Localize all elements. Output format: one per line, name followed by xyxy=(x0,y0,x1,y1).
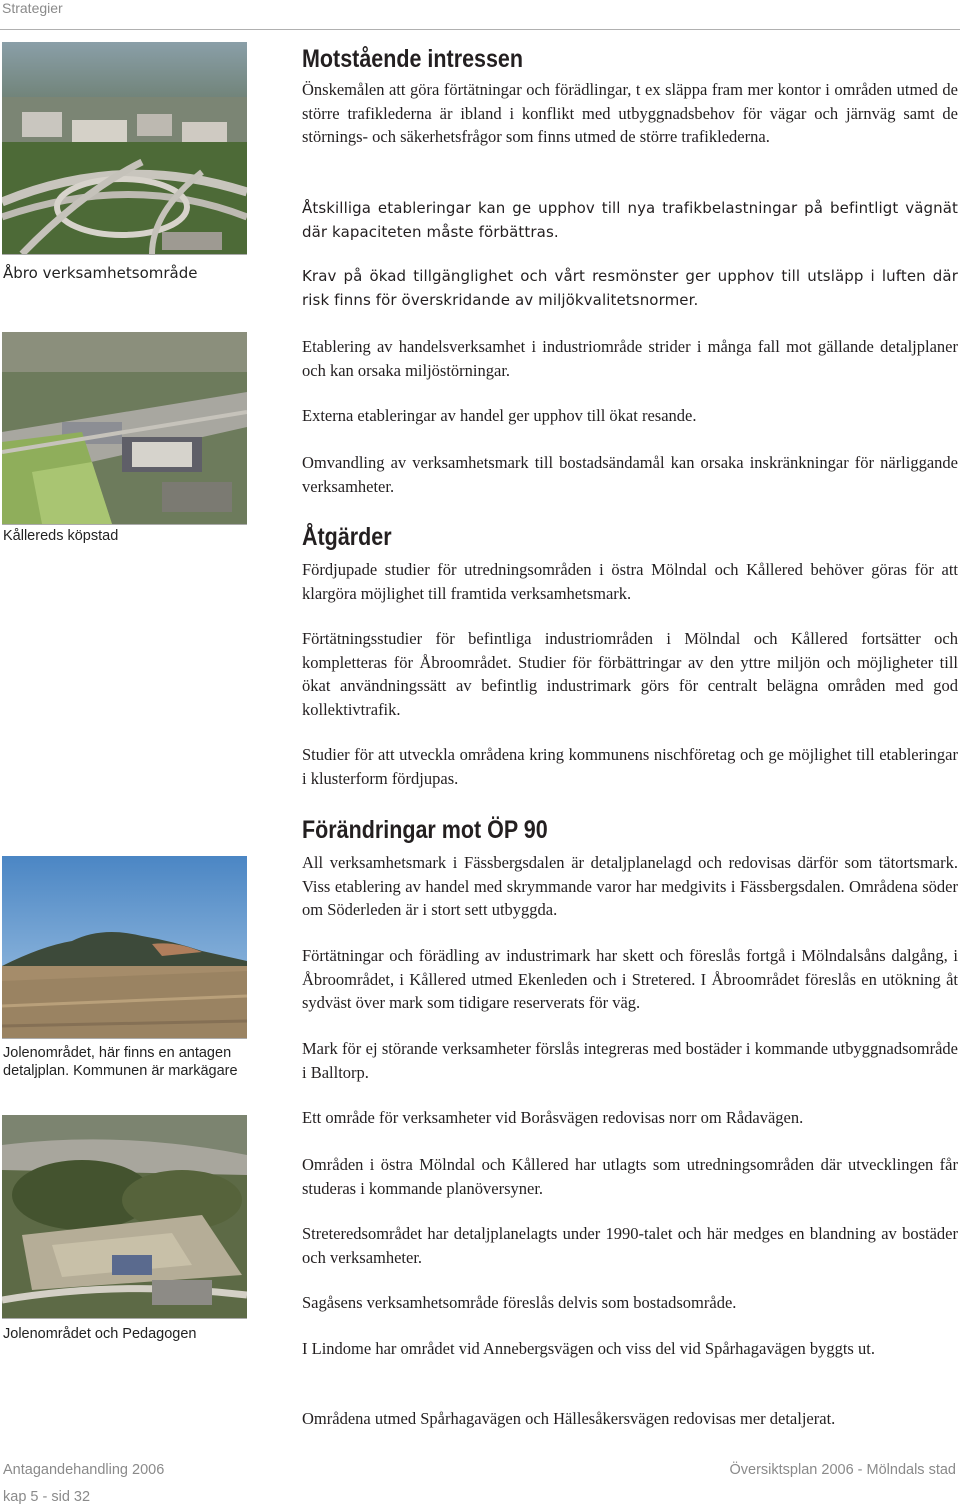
paragraph: Områdena utmed Spårhagavägen och Hällesåkersvägen redovisas mer detaljerat. xyxy=(302,1409,836,1428)
photo-jolen-field xyxy=(2,856,247,1039)
caption-abro: Åbro verksamhetsområde xyxy=(3,264,198,282)
paragraph: Studier för att utveckla områdena kring kommunens nischföretag och ge möjlighet till etableringar i klusterform fördjupas. xyxy=(302,745,958,788)
paragraph: Streteredsområdet har detaljplanelagts under 1990-talet och här medges en blandning av bostäder och verksamheter. xyxy=(302,1224,958,1267)
paragraph: Önskemålen att göra förtätningar och förädlingar, t ex släppa fram mer kontor i områden utmed de större trafiklederna är ibland i konflikt med utbyggnadsbehov för vägar och järnväg samt de störnings- och säkerhetsfrågor som finns utmed de större trafiklederna. xyxy=(302,80,958,146)
caption-jolen: Jolenområdet, här finns en antagen detaljplan. Kommunen är markägare xyxy=(3,1045,238,1079)
paragraph: Områden i östra Mölndal och Kållered har utlagts som utredningsområden där utvecklingen får studeras i kommande planöversyner. xyxy=(302,1155,958,1198)
paragraph: Krav på ökad tillgänglighet och vårt resmönster ger upphov till utsläpp i luften där risk finns för överskridande av miljökvalitetsnormer. xyxy=(302,267,958,309)
paragraph: Sagåsens verksamhetsområde föreslås delvis som bostadsområde. xyxy=(302,1293,737,1312)
paragraph: All verksamhetsmark i Fässbergsdalen är detaljplanelagd och redovisas därför som tätortsmark. Viss etablering av handel med skrymmande varor har medgivits i Fässbergsdalen. Områdena söder om Söderleden är i stort sett utbyggda. xyxy=(302,853,958,919)
aerial-photo-kallered xyxy=(2,332,247,525)
footer-document-status: Antagandehandling 2006 xyxy=(3,1462,165,1478)
paragraph: Fördjupade studier för utredningsområden i östra Mölndal och Kållered behöver göras för att klargöra möjlighet till framtida verksamhetsmark. xyxy=(302,560,958,603)
paragraph: Ett område för verksamheter vid Boråsvägen redovisas norr om Rådavägen. xyxy=(302,1108,804,1127)
paragraph: I Lindome har området vid Annebergsvägen och viss del vid Spårhagavägen byggts ut. xyxy=(302,1339,875,1358)
paragraph: Omvandling av verksamhetsmark till bostadsändamål kan orsaka inskränkningar för närliggande verksamheter. xyxy=(302,453,958,496)
paragraph: Förtätningsstudier för befintliga industriområden i Mölndal och Kållered fortsätter och kompletteras för Åbroområdet. Studier för förbättringar av den yttre miljön och möjligheter till ökat användningssätt av befintlig industrimark görs för centralt belägna områden med god kollektivtrafik. xyxy=(302,629,958,719)
section-title-atgarder: Åtgärder xyxy=(302,523,392,551)
paragraph: Förtätningar och förädling av industrimark har skett och föreslås fortgå i Mölndalsåns dalgång, i Åbroområdet, i Kållered utmed Ekenleden och i Stretered. I Åbroområdet föreslås en utökning åt sydväst över mark som tidigare reserverats för väg. xyxy=(302,946,958,1012)
section-title-forandringar: Förändringar mot ÖP 90 xyxy=(302,816,548,844)
paragraph: Mark för ej störande verksamheter förslås integreras med bostäder i kommande utbyggnadsområde i Balltorp. xyxy=(302,1039,958,1082)
caption-kallered: Kållereds köpstad xyxy=(3,528,119,544)
paragraph: Externa etableringar av handel ger upphov till ökat resande. xyxy=(302,406,697,425)
paragraph: Åtskilliga etableringar kan ge upphov till nya trafikbelastningar på befintligt vägnät där kapaciteten måste förbättras. xyxy=(302,199,958,241)
section-title-motstaende: Motstående intressen xyxy=(302,45,524,73)
paragraph: Etablering av handelsverksamhet i industriområde strider i många fall mot gällande detaljplaner och kan orsaka miljöstörningar. xyxy=(302,337,958,380)
running-header: Strategier xyxy=(2,0,63,16)
header-divider xyxy=(0,29,960,30)
page-number: kap 5 - sid 32 xyxy=(3,1489,91,1505)
aerial-photo-abro xyxy=(2,42,247,255)
aerial-photo-jolen-pedagogen xyxy=(2,1115,247,1319)
caption-pedagogen: Jolenområdet och Pedagogen xyxy=(3,1326,197,1342)
footer-document-title: Översiktsplan 2006 - Mölndals stad xyxy=(729,1462,956,1478)
